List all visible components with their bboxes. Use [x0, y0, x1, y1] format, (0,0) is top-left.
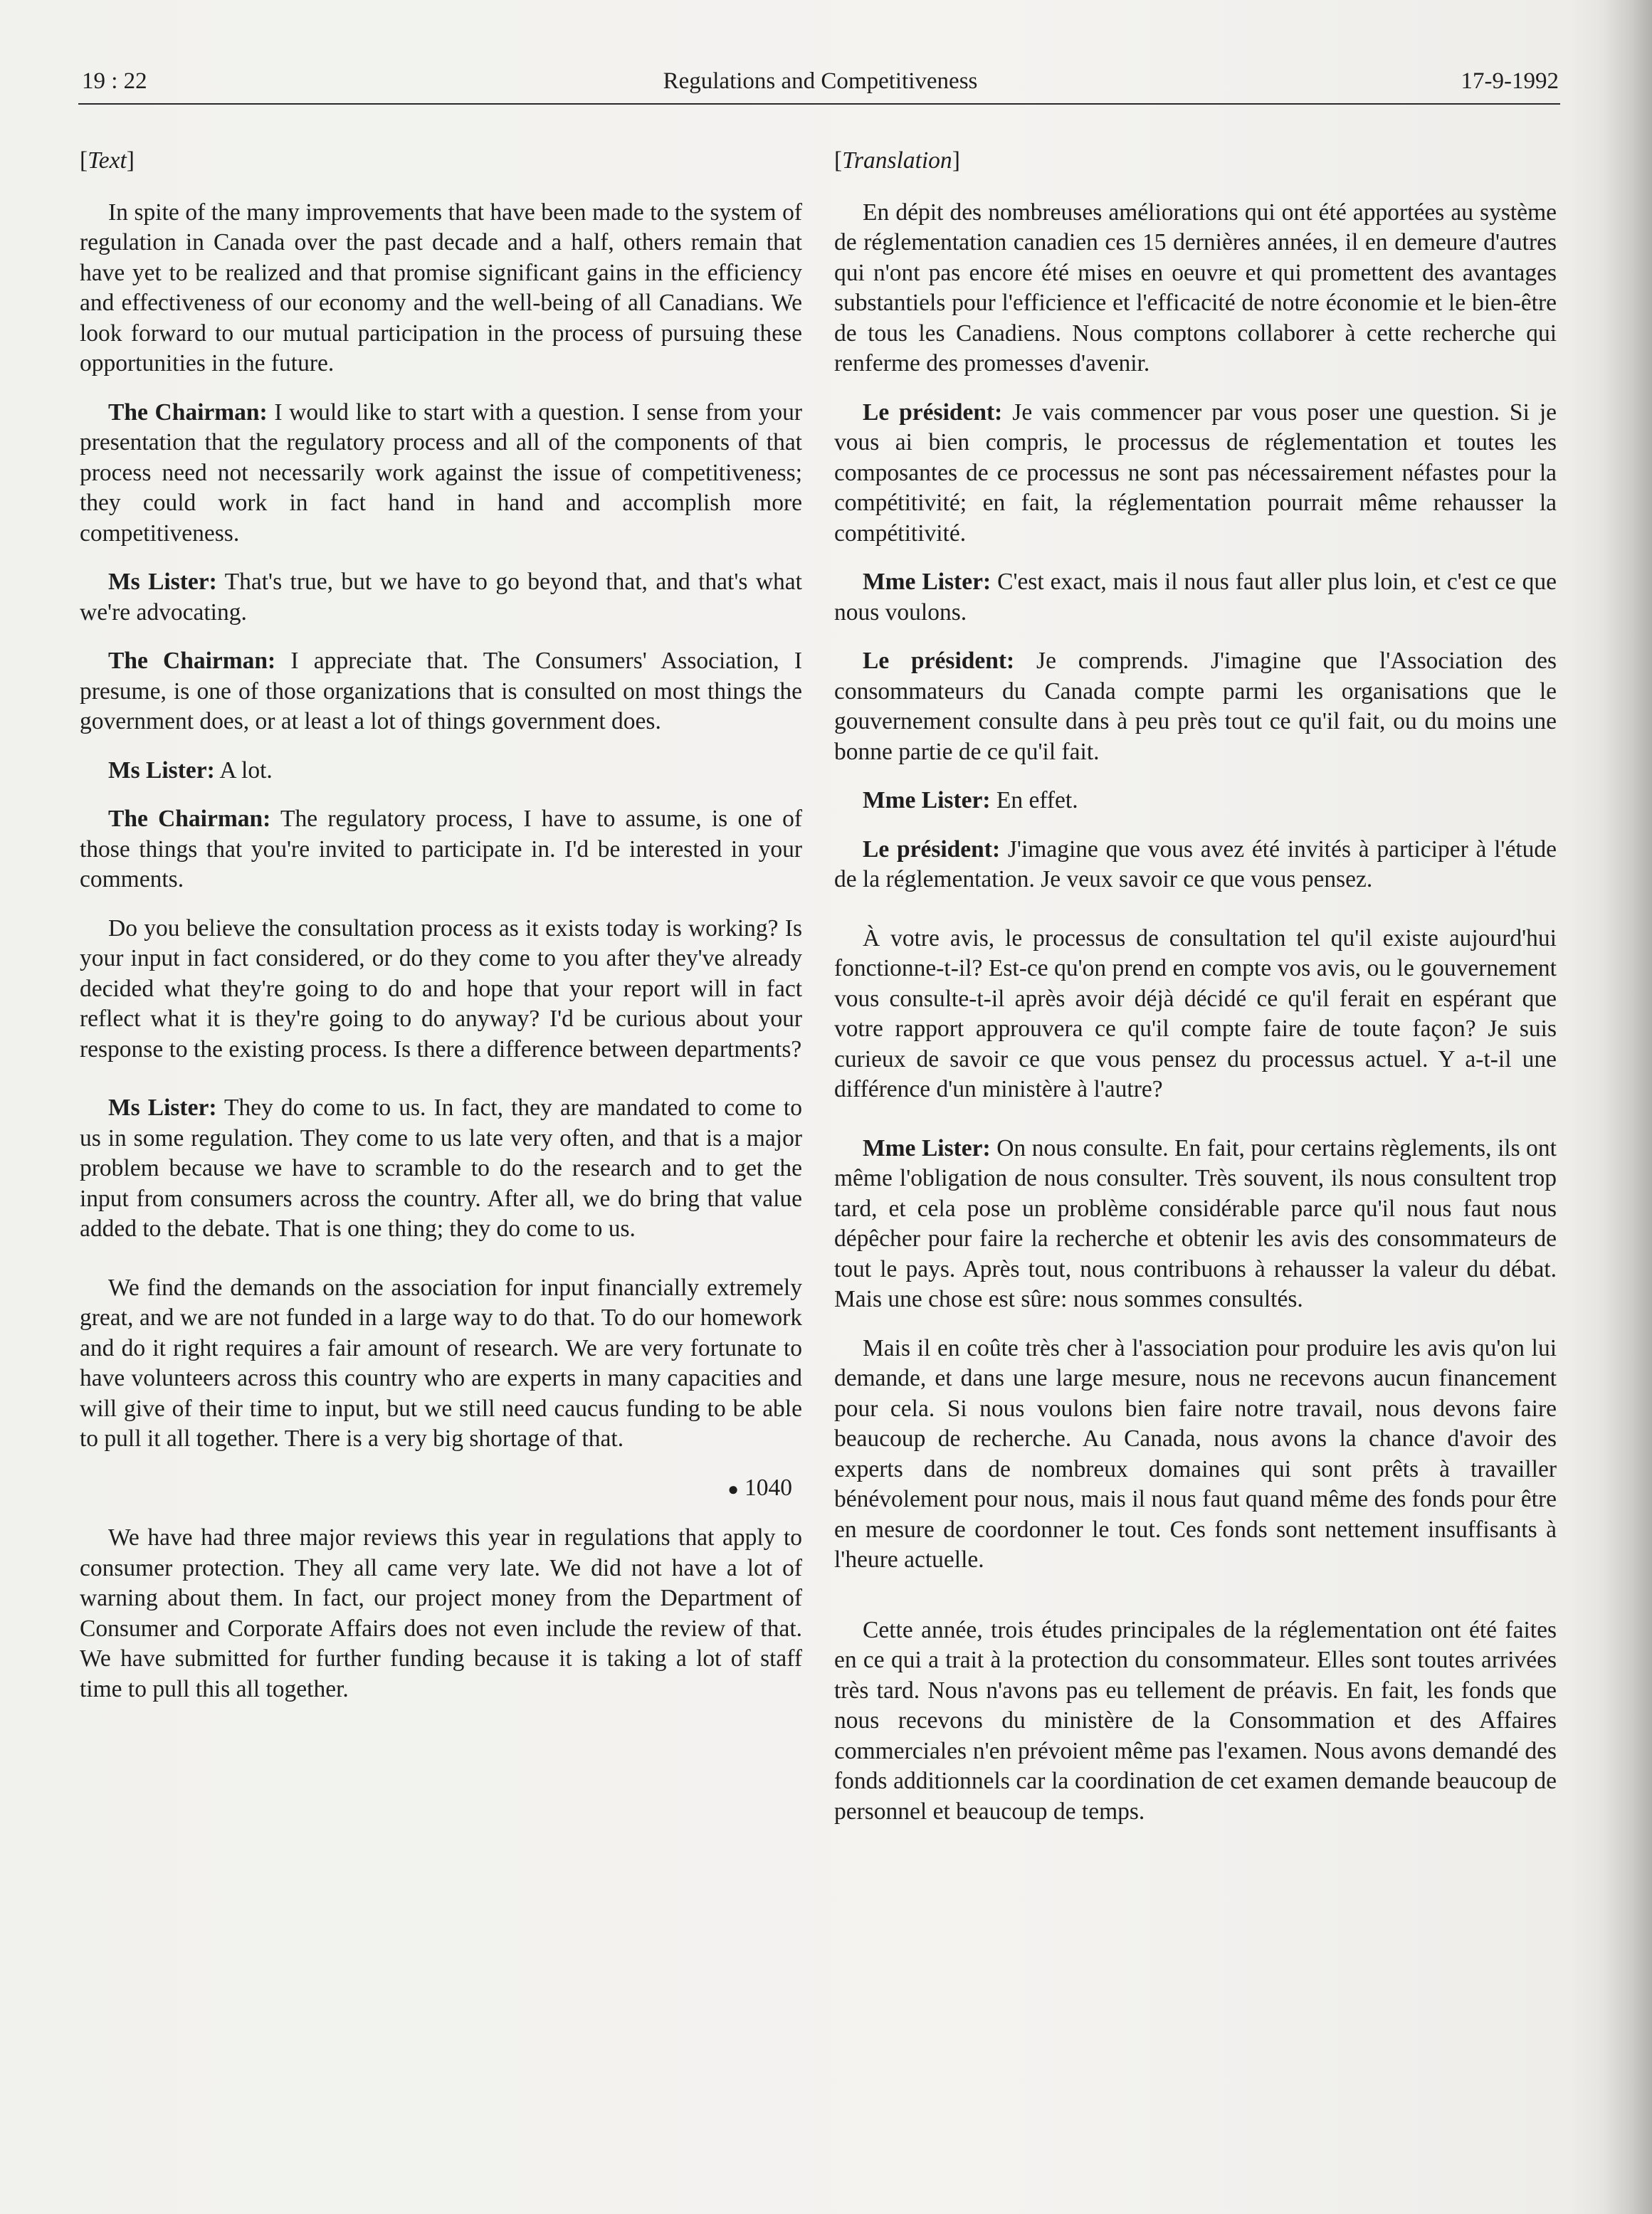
header-date: 17-9-1992: [1461, 68, 1559, 94]
speaker-name: Le président:: [863, 648, 1015, 674]
paragraph: [80, 567, 802, 628]
paragraph: [80, 756, 802, 786]
paragraph-text: Je vais commencer par vous poser une question. Si je vous ai bien compris, le processus de réglementation et toutes les composantes de ce processus ne sont pas nécessairement néfastes pour la compétitivité; en fait, la réglementation pourrait même rehausser la compétitivité.: [834, 399, 1557, 547]
paragraph: Cette année, trois études principales de la réglementation ont été faites en ce qui a trait à la protection du consommateur. Elles sont toutes arrivées très tard. Nous n'avons pas eu tellement de préavis. En fait, les fonds que nous recevons du ministère de la Consommation et des Affaires commerciales n'en prévoient même pas l'examen. Nous avons demandé des fonds additionnels car la coordination de cet examen demande beaucoup de personnel et beaucoup de temps.: [834, 1616, 1557, 1825]
paragraph: En dépit des nombreuses améliorations qui ont été apportées au système de réglementation canadien ces 15 dernières années, il en demeure d'autres qui n'ont pas encore été mises en oeuvre et qui promettent des avantages substantiels pour l'efficience et l'efficacité de notre économie et le bien-être de tous les Canadiens. Nous comptons collaborer à cette recherche qui renferme des promesses d'avenir.: [834, 199, 1557, 376]
speaker-name: Ms Lister:: [108, 569, 217, 595]
speaker-name: Mme Lister:: [863, 569, 991, 595]
header-rule: [78, 103, 1560, 105]
label-text: Translation: [842, 147, 952, 174]
paragraph-text: The regulatory process, I have to assume, is one of those things that you're invited to participate in. I'd be interested in your comments.: [80, 806, 803, 892]
paragraph: In spite of the many improvements that have been made to the system of regulation in Canada over the past decade and a half, others remain that have yet to be realized and that promise significant gains in the efficiency and effectiveness of our economy and the well-being of all Canadians. We look forward to our mutual participation in the process of pursuing these opportunities in the future.: [80, 199, 802, 376]
paragraph: [834, 567, 1557, 628]
paragraph-text: A lot.: [219, 757, 273, 784]
english-column: [80, 146, 802, 1704]
header-title: Regulations and Competitiveness: [663, 68, 978, 94]
paragraph: À votre avis, le processus de consultation tel qu'il existe aujourd'hui fonctionne-t-il? Est-ce qu'on prend en compte vos avis, ou le gouvernement vous consulte-t-il après avoir déjà décidé ce qu'il ferait en espérant que votre rapport approuvera ce qu'il compte faire de toute façon? Je suis curieux de savoir ce que vous pensez du processus actuel. Y a-t-il une différence d'un ministère à l'autre?: [834, 924, 1557, 1102]
paragraph-text: En effet.: [996, 787, 1078, 813]
page-edge-shadow: [1602, 0, 1652, 2214]
paragraph-text: C'est exact, mais il nous faut aller plus loin, et c'est ce que nous voulons.: [834, 569, 1557, 626]
paragraph-text: I would like to start with a question. I sense from your presentation that the regulatory process and all of the components of that process need not necessarily work against the issue of competitiveness; they could work in fact hand in hand and accomplish more competitiveness.: [80, 399, 803, 547]
paragraph: [834, 398, 1557, 549]
speaker-name: Le président:: [863, 835, 1001, 863]
paragraph-text: J'imagine que vous avez été invités à participer à l'étude de la réglementation. Je veux savoir ce que vous pensez.: [834, 835, 1557, 892]
time-marker: [80, 1473, 802, 1505]
speaker-name: Mme Lister:: [863, 1134, 991, 1161]
speaker-name: Mme Lister:: [863, 787, 991, 813]
column-label: [Translation]: [834, 147, 960, 174]
paragraph: [80, 1093, 802, 1245]
label-text: Text: [88, 147, 127, 174]
speaker-name: The Chairman:: [108, 806, 271, 832]
paragraph: [80, 804, 802, 895]
column-label: [Text]: [80, 147, 135, 174]
paragraph-text: On nous consulte. En fait, pour certains règlements, ils ont même l'obligation de nous consulter. Très souvent, ils nous consultent trop tard, et cela pose un problème considérable parce qu'il nous faut nous dépêcher pour faire la recherche et obtenir les avis des consommateurs de tout le pays. Après tout, nous contribuons à rehausser la valeur du débat. Mais une chose est sûre: nous sommes consultés.: [834, 1134, 1557, 1312]
speaker-name: Ms Lister:: [108, 757, 215, 784]
paragraph: We have had three major reviews this year in regulations that apply to consumer protection. They all came very late. We did not have a lot of warning about them. In fact, our project money from the Department of Consumer and Corporate Affairs does not even include the review of that. We have submitted for further funding because it is taking a lot of staff time to pull this all together.: [80, 1524, 802, 1702]
paragraph: [834, 786, 1557, 816]
bullet-icon: ●: [727, 1478, 739, 1499]
paragraph-text: That's true, but we have to go beyond that, and that's what we're advocating.: [80, 569, 802, 626]
page-header: [82, 68, 1559, 104]
header-page-number: 19 : 22: [82, 68, 147, 94]
french-column: [834, 146, 1557, 1827]
paragraph: [834, 835, 1557, 895]
paragraph-text: I appreciate that. The Consumers' Association, I presume, is one of those organizations that is consulted on most things the government does, or at least a lot of things government does.: [80, 648, 802, 734]
paragraph: [80, 646, 802, 737]
paragraph-text: Je comprends. J'imagine que l'Association des consommateurs du Canada compte parmi les organisations que le gouvernement consulte dans à peu près tout ce qu'il fait, ou du moins une bonne partie de ce qu'il fait.: [834, 648, 1557, 765]
speaker-name: The Chairman:: [108, 648, 276, 674]
paragraph: We find the demands on the association for input financially extremely great, and we are not funded in a large way to do that. To do our homework and do it right requires a fair amount of research. We are very fortunate to have volunteers across this country who are experts in many capacities and will give of their time to input, but we still need caucus funding to be able to pull it all together. There is a very big shortage of that.: [80, 1274, 802, 1452]
paragraph: [834, 1134, 1557, 1315]
paragraph: [834, 646, 1557, 767]
time-marker-text: 1040: [745, 1474, 792, 1501]
paragraph: Do you believe the consultation process as it exists today is working? Is your input in fact considered, or do they come to you after they've already decided what they're going to do and hope that your report will in fact reflect what it is they're going to do anyway? I'd be curious about your response to the existing process. Is there a difference between departments?: [80, 914, 802, 1063]
paragraph-text: They do come to us. In fact, they are mandated to come to us in some regulation. They come to us late very often, and that is a major problem because we have to scramble to do the research and to get the input from consumers across the country. After all, we do bring that value added to the debate. That is one thing; they do come to us.: [80, 1095, 802, 1242]
speaker-name: Le président:: [863, 399, 1003, 426]
speaker-name: The Chairman:: [108, 399, 268, 426]
paragraph: Mais il en coûte très cher à l'association pour produire les avis qu'on lui demande, et dans une large mesure, nous ne recevons aucun financement pour cela. Si nous voulons bien faire notre travail, nous devons faire beaucoup de recherche. Au Canada, nous avons la chance d'avoir des experts dans de nombreux domaines qui sont prêts à travailler bénévolement pour nous, mais il nous faut quand même des fonds pour être en mesure de coordonner le tout. Ces fonds sont nettement insuffisants à l'heure actuelle.: [834, 1334, 1557, 1573]
paragraph: [80, 398, 802, 549]
speaker-name: Ms Lister:: [108, 1095, 217, 1121]
